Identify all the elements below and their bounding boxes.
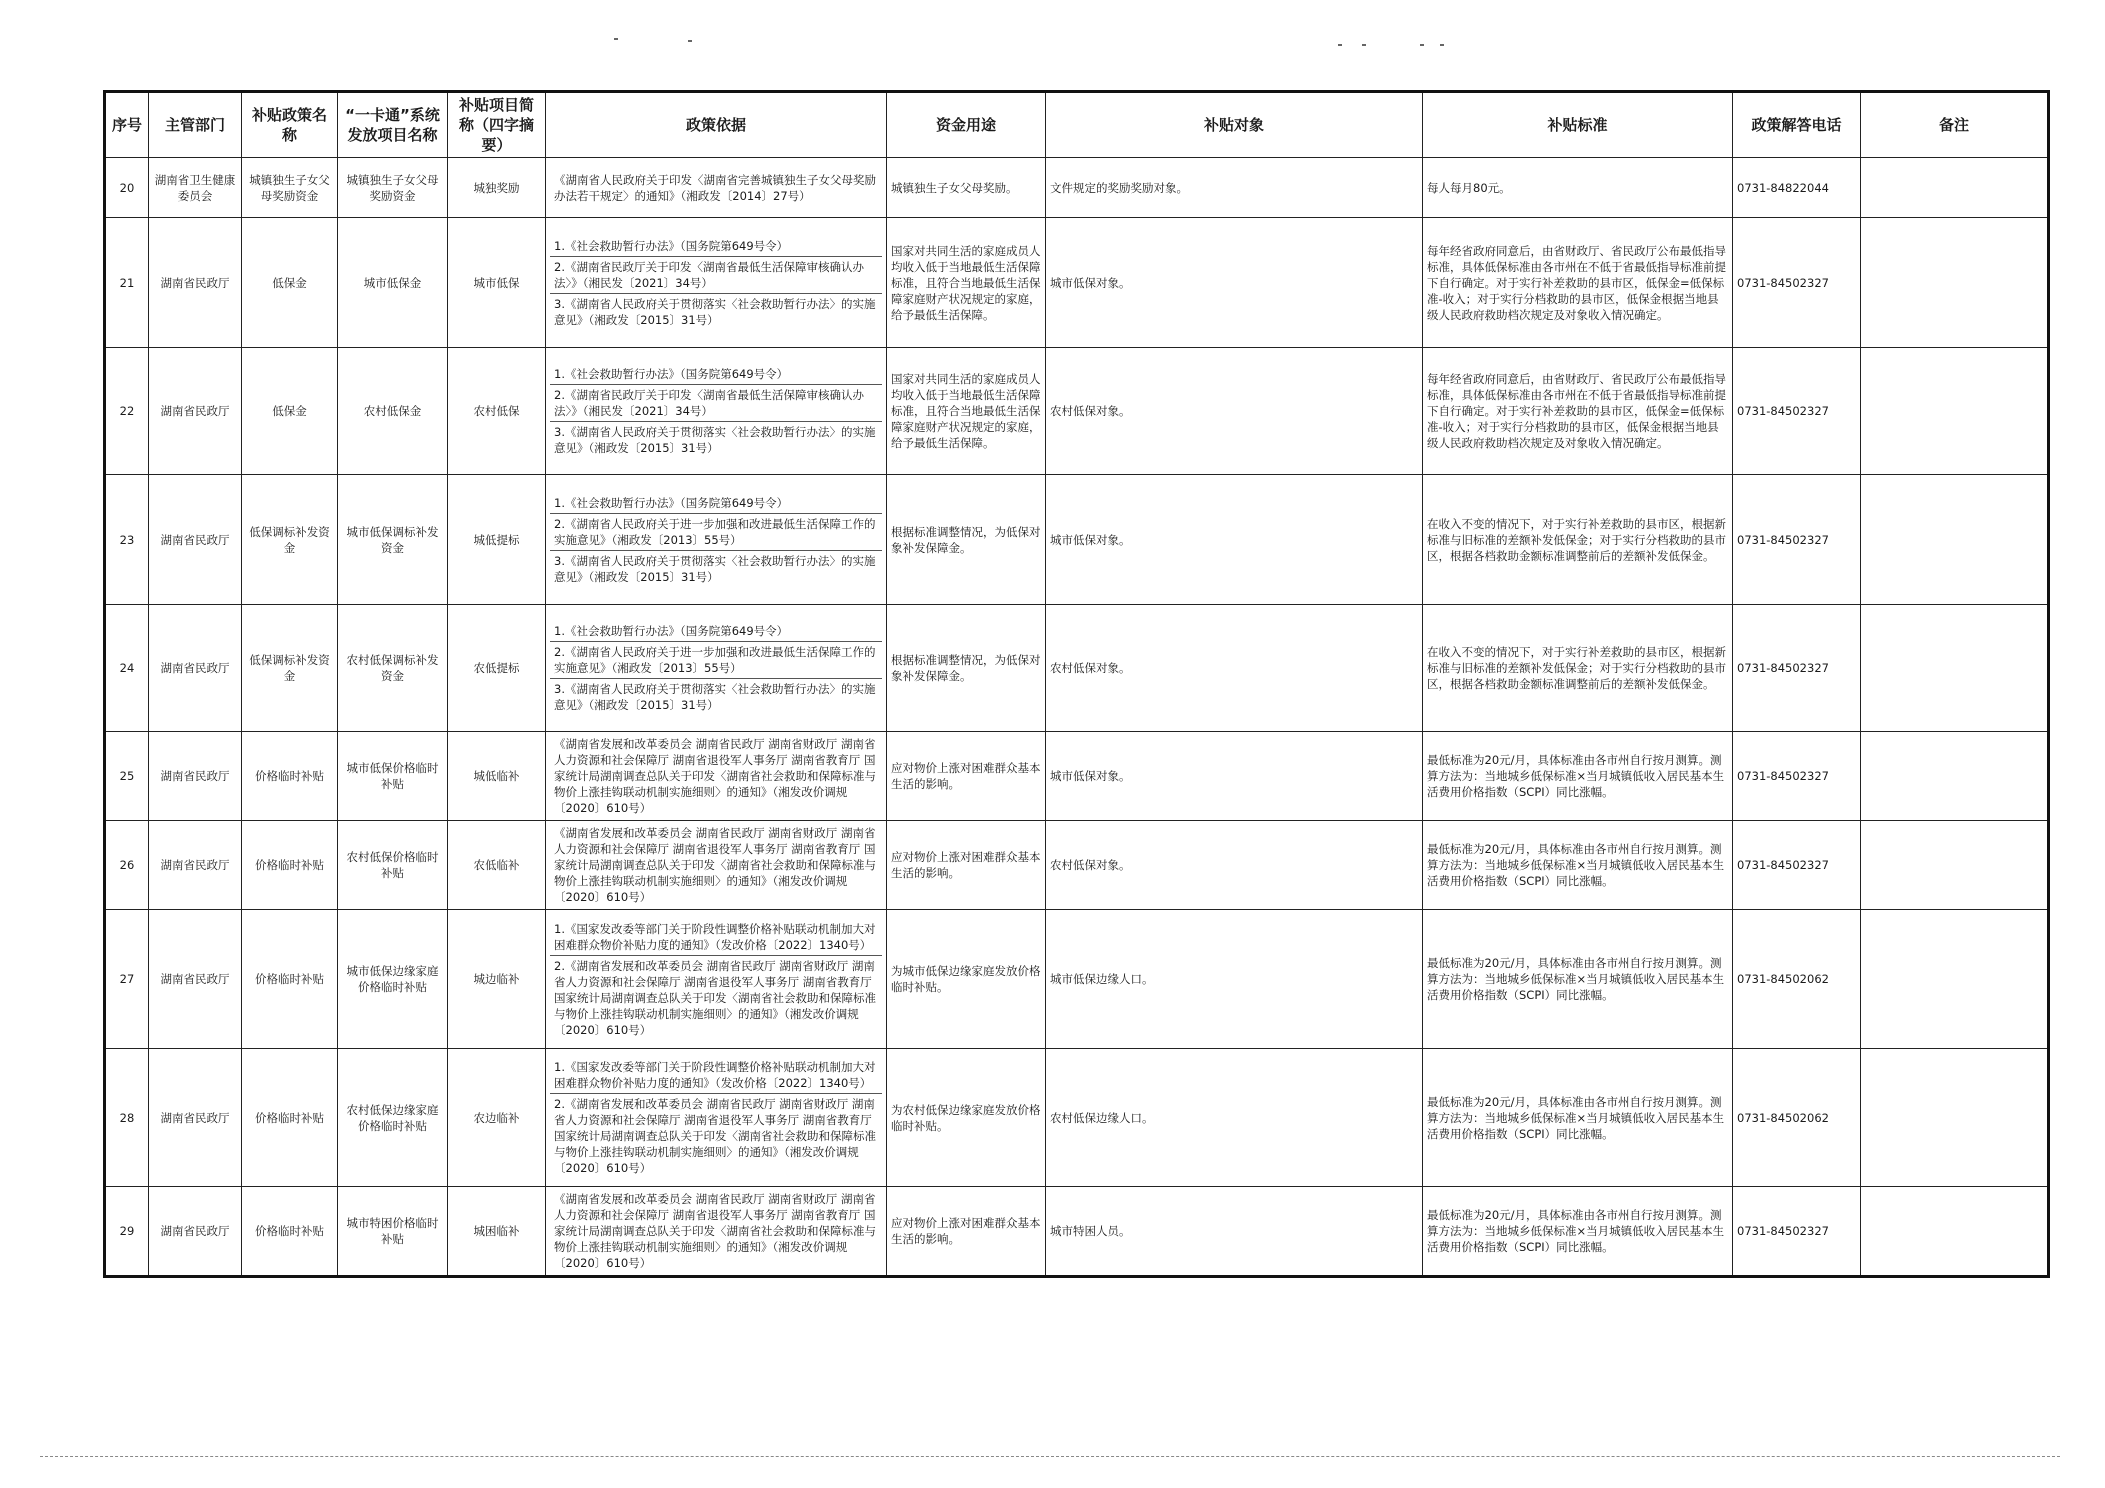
cell-standard: 每人每月80元。 bbox=[1423, 158, 1733, 218]
cell-subsidy-name: 价格临时补贴 bbox=[242, 821, 338, 910]
cell-card-item: 农村低保边缘家庭价格临时补贴 bbox=[338, 1049, 448, 1187]
cell-basis bbox=[546, 605, 887, 732]
basis-item: 2.《湖南省民政厅关于印发〈湖南省最低生活保障审核确认办法〉》（湘民发〔2021〕34号） bbox=[550, 385, 882, 422]
header-index: 序号 bbox=[105, 92, 149, 158]
cell-department: 湖南省卫生健康委员会 bbox=[149, 158, 242, 218]
basis-item: 2.《湖南省人民政府关于进一步加强和改进最低生活保障工作的实施意见》（湘政发〔2013〕55号） bbox=[550, 514, 882, 551]
basis-item: 1.《社会救助暂行办法》（国务院第649号令） bbox=[550, 621, 882, 642]
cell-short-name: 城低提标 bbox=[448, 475, 546, 605]
header-basis: 政策依据 bbox=[546, 92, 887, 158]
cell-card-item: 城市特困价格临时补贴 bbox=[338, 1187, 448, 1277]
cell-index: 28 bbox=[105, 1049, 149, 1187]
cell-basis bbox=[546, 732, 887, 821]
cell-remark bbox=[1861, 821, 2049, 910]
cell-remark bbox=[1861, 158, 2049, 218]
cell-target: 农村低保边缘人口。 bbox=[1046, 1049, 1423, 1187]
cell-index: 24 bbox=[105, 605, 149, 732]
cell-target: 城市低保对象。 bbox=[1046, 475, 1423, 605]
cell-index: 21 bbox=[105, 218, 149, 348]
cell-target: 文件规定的奖励奖励对象。 bbox=[1046, 158, 1423, 218]
cell-remark bbox=[1861, 605, 2049, 732]
cell-department: 湖南省民政厅 bbox=[149, 605, 242, 732]
scan-edge-line bbox=[40, 1456, 2060, 1457]
cell-fund-use: 为农村低保边缘家庭发放价格临时补贴。 bbox=[887, 1049, 1046, 1187]
table-row bbox=[105, 821, 2049, 910]
cell-card-item: 城市低保金 bbox=[338, 218, 448, 348]
subsidy-policy-table bbox=[103, 90, 2050, 1278]
basis-item: 2.《湖南省发展和改革委员会 湖南省民政厅 湖南省财政厅 湖南省人力资源和社会保障厅 湖南省退役军人事务厅 湖南省教育厅 国家统计局湖南调查总队关于印发〈湖南省社会救助和保障标准与物价上涨挂钩联动机制实施细则〉的通知》（湘发改价调规〔2020〕610号） bbox=[554, 1097, 876, 1175]
cell-target: 城市特困人员。 bbox=[1046, 1187, 1423, 1277]
header-remark: 备注 bbox=[1861, 92, 2049, 158]
basis-item: 2.《湖南省民政厅关于印发〈湖南省最低生活保障审核确认办法〉》（湘民发〔2021〕34号） bbox=[550, 257, 882, 294]
cell-remark bbox=[1861, 732, 2049, 821]
scan-marks bbox=[0, 30, 2105, 50]
cell-basis bbox=[546, 910, 887, 1049]
cell-remark bbox=[1861, 1049, 2049, 1187]
cell-index: 27 bbox=[105, 910, 149, 1049]
cell-department: 湖南省民政厅 bbox=[149, 1049, 242, 1187]
cell-short-name: 农边临补 bbox=[448, 1049, 546, 1187]
basis-item: 3.《湖南省人民政府关于贯彻落实〈社会救助暂行办法〉的实施意见》（湘政发〔2015〕31号） bbox=[554, 425, 876, 455]
cell-remark bbox=[1861, 348, 2049, 475]
cell-basis bbox=[546, 1187, 887, 1277]
cell-fund-use: 为城市低保边缘家庭发放价格临时补贴。 bbox=[887, 910, 1046, 1049]
cell-remark bbox=[1861, 218, 2049, 348]
cell-fund-use: 国家对共同生活的家庭成员人均收入低于当地最低生活保障标准，且符合当地最低生活保障家庭财产状况规定的家庭，给予最低生活保障。 bbox=[887, 218, 1046, 348]
basis-item: 《湖南省人民政府关于印发〈湖南省完善城镇独生子女父母奖励办法若干规定〉的通知》（湘政发〔2014〕27号） bbox=[554, 172, 876, 203]
cell-index: 26 bbox=[105, 821, 149, 910]
basis-item: 1.《国家发改委等部门关于阶段性调整价格补贴联动机制加大对困难群众物价补贴力度的通知》（发改价格〔2022〕1340号） bbox=[550, 919, 882, 956]
cell-index: 29 bbox=[105, 1187, 149, 1277]
cell-index: 23 bbox=[105, 475, 149, 605]
cell-short-name: 农村低保 bbox=[448, 348, 546, 475]
cell-phone: 0731-84502327 bbox=[1733, 475, 1861, 605]
table-body bbox=[105, 158, 2049, 1277]
cell-fund-use: 应对物价上涨对困难群众基本生活的影响。 bbox=[887, 1187, 1046, 1277]
cell-department: 湖南省民政厅 bbox=[149, 1187, 242, 1277]
cell-remark bbox=[1861, 1187, 2049, 1277]
cell-target: 农村低保对象。 bbox=[1046, 348, 1423, 475]
table-row bbox=[105, 475, 2049, 605]
cell-index: 20 bbox=[105, 158, 149, 218]
cell-card-item: 农村低保金 bbox=[338, 348, 448, 475]
cell-fund-use: 根据标准调整情况，为低保对象补发保障金。 bbox=[887, 605, 1046, 732]
header-subsidy-name: 补贴政策名称 bbox=[242, 92, 338, 158]
table-row bbox=[105, 1187, 2049, 1277]
basis-item: 3.《湖南省人民政府关于贯彻落实〈社会救助暂行办法〉的实施意见》（湘政发〔2015〕31号） bbox=[554, 553, 876, 584]
basis-item: 1.《社会救助暂行办法》（国务院第649号令） bbox=[550, 493, 882, 514]
cell-phone: 0731-84502327 bbox=[1733, 218, 1861, 348]
cell-basis bbox=[546, 348, 887, 475]
cell-target: 城市低保对象。 bbox=[1046, 732, 1423, 821]
basis-item: 3.《湖南省人民政府关于贯彻落实〈社会救助暂行办法〉的实施意见》（湘政发〔2015〕31号） bbox=[554, 296, 876, 327]
cell-department: 湖南省民政厅 bbox=[149, 348, 242, 475]
basis-item: 3.《湖南省人民政府关于贯彻落实〈社会救助暂行办法〉的实施意见》（湘政发〔2015〕31号） bbox=[554, 682, 876, 712]
basis-item: 《湖南省发展和改革委员会 湖南省民政厅 湖南省财政厅 湖南省人力资源和社会保障厅 湖南省退役军人事务厅 湖南省教育厅 国家统计局湖南调查总队关于印发〈湖南省社会救助和保障标准与物价上涨挂钩联动机制实施细则〉的通知》（湘发改价调规〔2020〕610号） bbox=[554, 1192, 876, 1270]
cell-target: 农村低保对象。 bbox=[1046, 821, 1423, 910]
cell-target: 城市低保对象。 bbox=[1046, 218, 1423, 348]
cell-standard: 最低标准为20元/月，具体标准由各市州自行按月测算。测算方法为：当地城乡低保标准×当月城镇低收入居民基本生活费用价格指数（SCPI）同比涨幅。 bbox=[1423, 910, 1733, 1049]
basis-item: 《湖南省发展和改革委员会 湖南省民政厅 湖南省财政厅 湖南省人力资源和社会保障厅 湖南省退役军人事务厅 湖南省教育厅 国家统计局湖南调查总队关于印发〈湖南省社会救助和保障标准与物价上涨挂钩联动机制实施细则〉的通知》（湘发改价调规〔2020〕610号） bbox=[554, 737, 876, 815]
cell-phone: 0731-84502327 bbox=[1733, 821, 1861, 910]
cell-phone: 0731-84502327 bbox=[1733, 732, 1861, 821]
header-fund-use: 资金用途 bbox=[887, 92, 1046, 158]
cell-department: 湖南省民政厅 bbox=[149, 732, 242, 821]
cell-card-item: 农村低保调标补发资金 bbox=[338, 605, 448, 732]
cell-basis bbox=[546, 218, 887, 348]
cell-standard: 每年经省政府同意后，由省财政厅、省民政厅公布最低指导标准，具体低保标准由各市州在不低于省最低指导标准前提下自行确定。对于实行补差救助的县市区，低保金=低保标准-收入；对于实行分档救助的县市区，低保金根据当地县级人民政府救助档次规定及对象收入情况确定。 bbox=[1423, 348, 1733, 475]
table-row bbox=[105, 1049, 2049, 1187]
cell-subsidy-name: 价格临时补贴 bbox=[242, 910, 338, 1049]
cell-subsidy-name: 价格临时补贴 bbox=[242, 1187, 338, 1277]
cell-short-name: 城边临补 bbox=[448, 910, 546, 1049]
cell-subsidy-name: 价格临时补贴 bbox=[242, 732, 338, 821]
header-short-name: 补贴项目简称（四字摘要） bbox=[448, 92, 546, 158]
basis-item: 2.《湖南省发展和改革委员会 湖南省民政厅 湖南省财政厅 湖南省人力资源和社会保障厅 湖南省退役军人事务厅 湖南省教育厅 国家统计局湖南调查总队关于印发〈湖南省社会救助和保障标准与物价上涨挂钩联动机制实施细则〉的通知》（湘发改价调规〔2020〕610号） bbox=[554, 958, 876, 1037]
header-target: 补贴对象 bbox=[1046, 92, 1423, 158]
cell-fund-use: 根据标准调整情况，为低保对象补发保障金。 bbox=[887, 475, 1046, 605]
cell-index: 22 bbox=[105, 348, 149, 475]
cell-department: 湖南省民政厅 bbox=[149, 821, 242, 910]
cell-subsidy-name: 城镇独生子女父母奖励资金 bbox=[242, 158, 338, 218]
table-row bbox=[105, 158, 2049, 218]
cell-short-name: 城市低保 bbox=[448, 218, 546, 348]
cell-index: 25 bbox=[105, 732, 149, 821]
table-row bbox=[105, 348, 2049, 475]
cell-short-name: 城困临补 bbox=[448, 1187, 546, 1277]
table-row bbox=[105, 910, 2049, 1049]
cell-phone: 0731-84502327 bbox=[1733, 1187, 1861, 1277]
cell-subsidy-name: 低保调标补发资金 bbox=[242, 605, 338, 732]
cell-card-item: 城镇独生子女父母奖励资金 bbox=[338, 158, 448, 218]
cell-fund-use: 应对物价上涨对困难群众基本生活的影响。 bbox=[887, 732, 1046, 821]
cell-target: 农村低保对象。 bbox=[1046, 605, 1423, 732]
cell-fund-use: 国家对共同生活的家庭成员人均收入低于当地最低生活保障标准，且符合当地最低生活保障家庭财产状况规定的家庭，给予最低生活保障。 bbox=[887, 348, 1046, 475]
cell-phone: 0731-84502062 bbox=[1733, 1049, 1861, 1187]
header-department: 主管部门 bbox=[149, 92, 242, 158]
cell-card-item: 城市低保调标补发资金 bbox=[338, 475, 448, 605]
cell-card-item: 城市低保价格临时补贴 bbox=[338, 732, 448, 821]
table-row bbox=[105, 218, 2049, 348]
cell-card-item: 城市低保边缘家庭价格临时补贴 bbox=[338, 910, 448, 1049]
basis-item: 1.《国家发改委等部门关于阶段性调整价格补贴联动机制加大对困难群众物价补贴力度的通知》（发改价格〔2022〕1340号） bbox=[550, 1057, 882, 1094]
table-row bbox=[105, 605, 2049, 732]
cell-phone: 0731-84502327 bbox=[1733, 348, 1861, 475]
cell-fund-use: 城镇独生子女父母奖励。 bbox=[887, 158, 1046, 218]
cell-standard: 最低标准为20元/月，具体标准由各市州自行按月测算。测算方法为：当地城乡低保标准×当月城镇低收入居民基本生活费用价格指数（SCPI）同比涨幅。 bbox=[1423, 1187, 1733, 1277]
cell-standard: 最低标准为20元/月，具体标准由各市州自行按月测算。测算方法为：当地城乡低保标准×当月城镇低收入居民基本生活费用价格指数（SCPI）同比涨幅。 bbox=[1423, 732, 1733, 821]
cell-subsidy-name: 价格临时补贴 bbox=[242, 1049, 338, 1187]
cell-subsidy-name: 低保调标补发资金 bbox=[242, 475, 338, 605]
cell-phone: 0731-84502327 bbox=[1733, 605, 1861, 732]
cell-subsidy-name: 低保金 bbox=[242, 348, 338, 475]
cell-short-name: 农低提标 bbox=[448, 605, 546, 732]
table-header bbox=[105, 92, 2049, 158]
cell-standard: 在收入不变的情况下，对于实行补差救助的县市区，根据新标准与旧标准的差额补发低保金；对于实行分档救助的县市区，根据各档救助金额标准调整前后的差额补发低保金。 bbox=[1423, 605, 1733, 732]
cell-standard: 最低标准为20元/月，具体标准由各市州自行按月测算。测算方法为：当地城乡低保标准×当月城镇低收入居民基本生活费用价格指数（SCPI）同比涨幅。 bbox=[1423, 821, 1733, 910]
cell-department: 湖南省民政厅 bbox=[149, 218, 242, 348]
cell-standard: 在收入不变的情况下，对于实行补差救助的县市区，根据新标准与旧标准的差额补发低保金；对于实行分档救助的县市区，根据各档救助金额标准调整前后的差额补发低保金。 bbox=[1423, 475, 1733, 605]
basis-item: 2.《湖南省人民政府关于进一步加强和改进最低生活保障工作的实施意见》（湘政发〔2013〕55号） bbox=[550, 642, 882, 679]
header-standard: 补贴标准 bbox=[1423, 92, 1733, 158]
header-phone: 政策解答电话 bbox=[1733, 92, 1861, 158]
basis-item: 《湖南省发展和改革委员会 湖南省民政厅 湖南省财政厅 湖南省人力资源和社会保障厅 湖南省退役军人事务厅 湖南省教育厅 国家统计局湖南调查总队关于印发〈湖南省社会救助和保障标准与物价上涨挂钩联动机制实施细则〉的通知》（湘发改价调规〔2020〕610号） bbox=[554, 826, 876, 904]
header-card-item: “一卡通”系统发放项目名称 bbox=[338, 92, 448, 158]
cell-basis bbox=[546, 821, 887, 910]
basis-item: 1.《社会救助暂行办法》（国务院第649号令） bbox=[550, 364, 882, 385]
cell-fund-use: 应对物价上涨对困难群众基本生活的影响。 bbox=[887, 821, 1046, 910]
cell-basis bbox=[546, 158, 887, 218]
cell-short-name: 城独奖励 bbox=[448, 158, 546, 218]
cell-short-name: 农低临补 bbox=[448, 821, 546, 910]
cell-department: 湖南省民政厅 bbox=[149, 910, 242, 1049]
cell-standard: 每年经省政府同意后，由省财政厅、省民政厅公布最低指导标准，具体低保标准由各市州在不低于省最低指导标准前提下自行确定。对于实行补差救助的县市区，低保金=低保标准-收入；对于实行分档救助的县市区，低保金根据当地县级人民政府救助档次规定及对象收入情况确定。 bbox=[1423, 218, 1733, 348]
cell-remark bbox=[1861, 475, 2049, 605]
cell-phone: 0731-84502062 bbox=[1733, 910, 1861, 1049]
table-row bbox=[105, 732, 2049, 821]
cell-basis bbox=[546, 1049, 887, 1187]
cell-department: 湖南省民政厅 bbox=[149, 475, 242, 605]
cell-remark bbox=[1861, 910, 2049, 1049]
cell-phone: 0731-84822044 bbox=[1733, 158, 1861, 218]
cell-basis bbox=[546, 475, 887, 605]
cell-standard: 最低标准为20元/月，具体标准由各市州自行按月测算。测算方法为：当地城乡低保标准×当月城镇低收入居民基本生活费用价格指数（SCPI）同比涨幅。 bbox=[1423, 1049, 1733, 1187]
cell-target: 城市低保边缘人口。 bbox=[1046, 910, 1423, 1049]
cell-card-item: 农村低保价格临时补贴 bbox=[338, 821, 448, 910]
cell-short-name: 城低临补 bbox=[448, 732, 546, 821]
cell-subsidy-name: 低保金 bbox=[242, 218, 338, 348]
basis-item: 1.《社会救助暂行办法》（国务院第649号令） bbox=[550, 236, 882, 257]
